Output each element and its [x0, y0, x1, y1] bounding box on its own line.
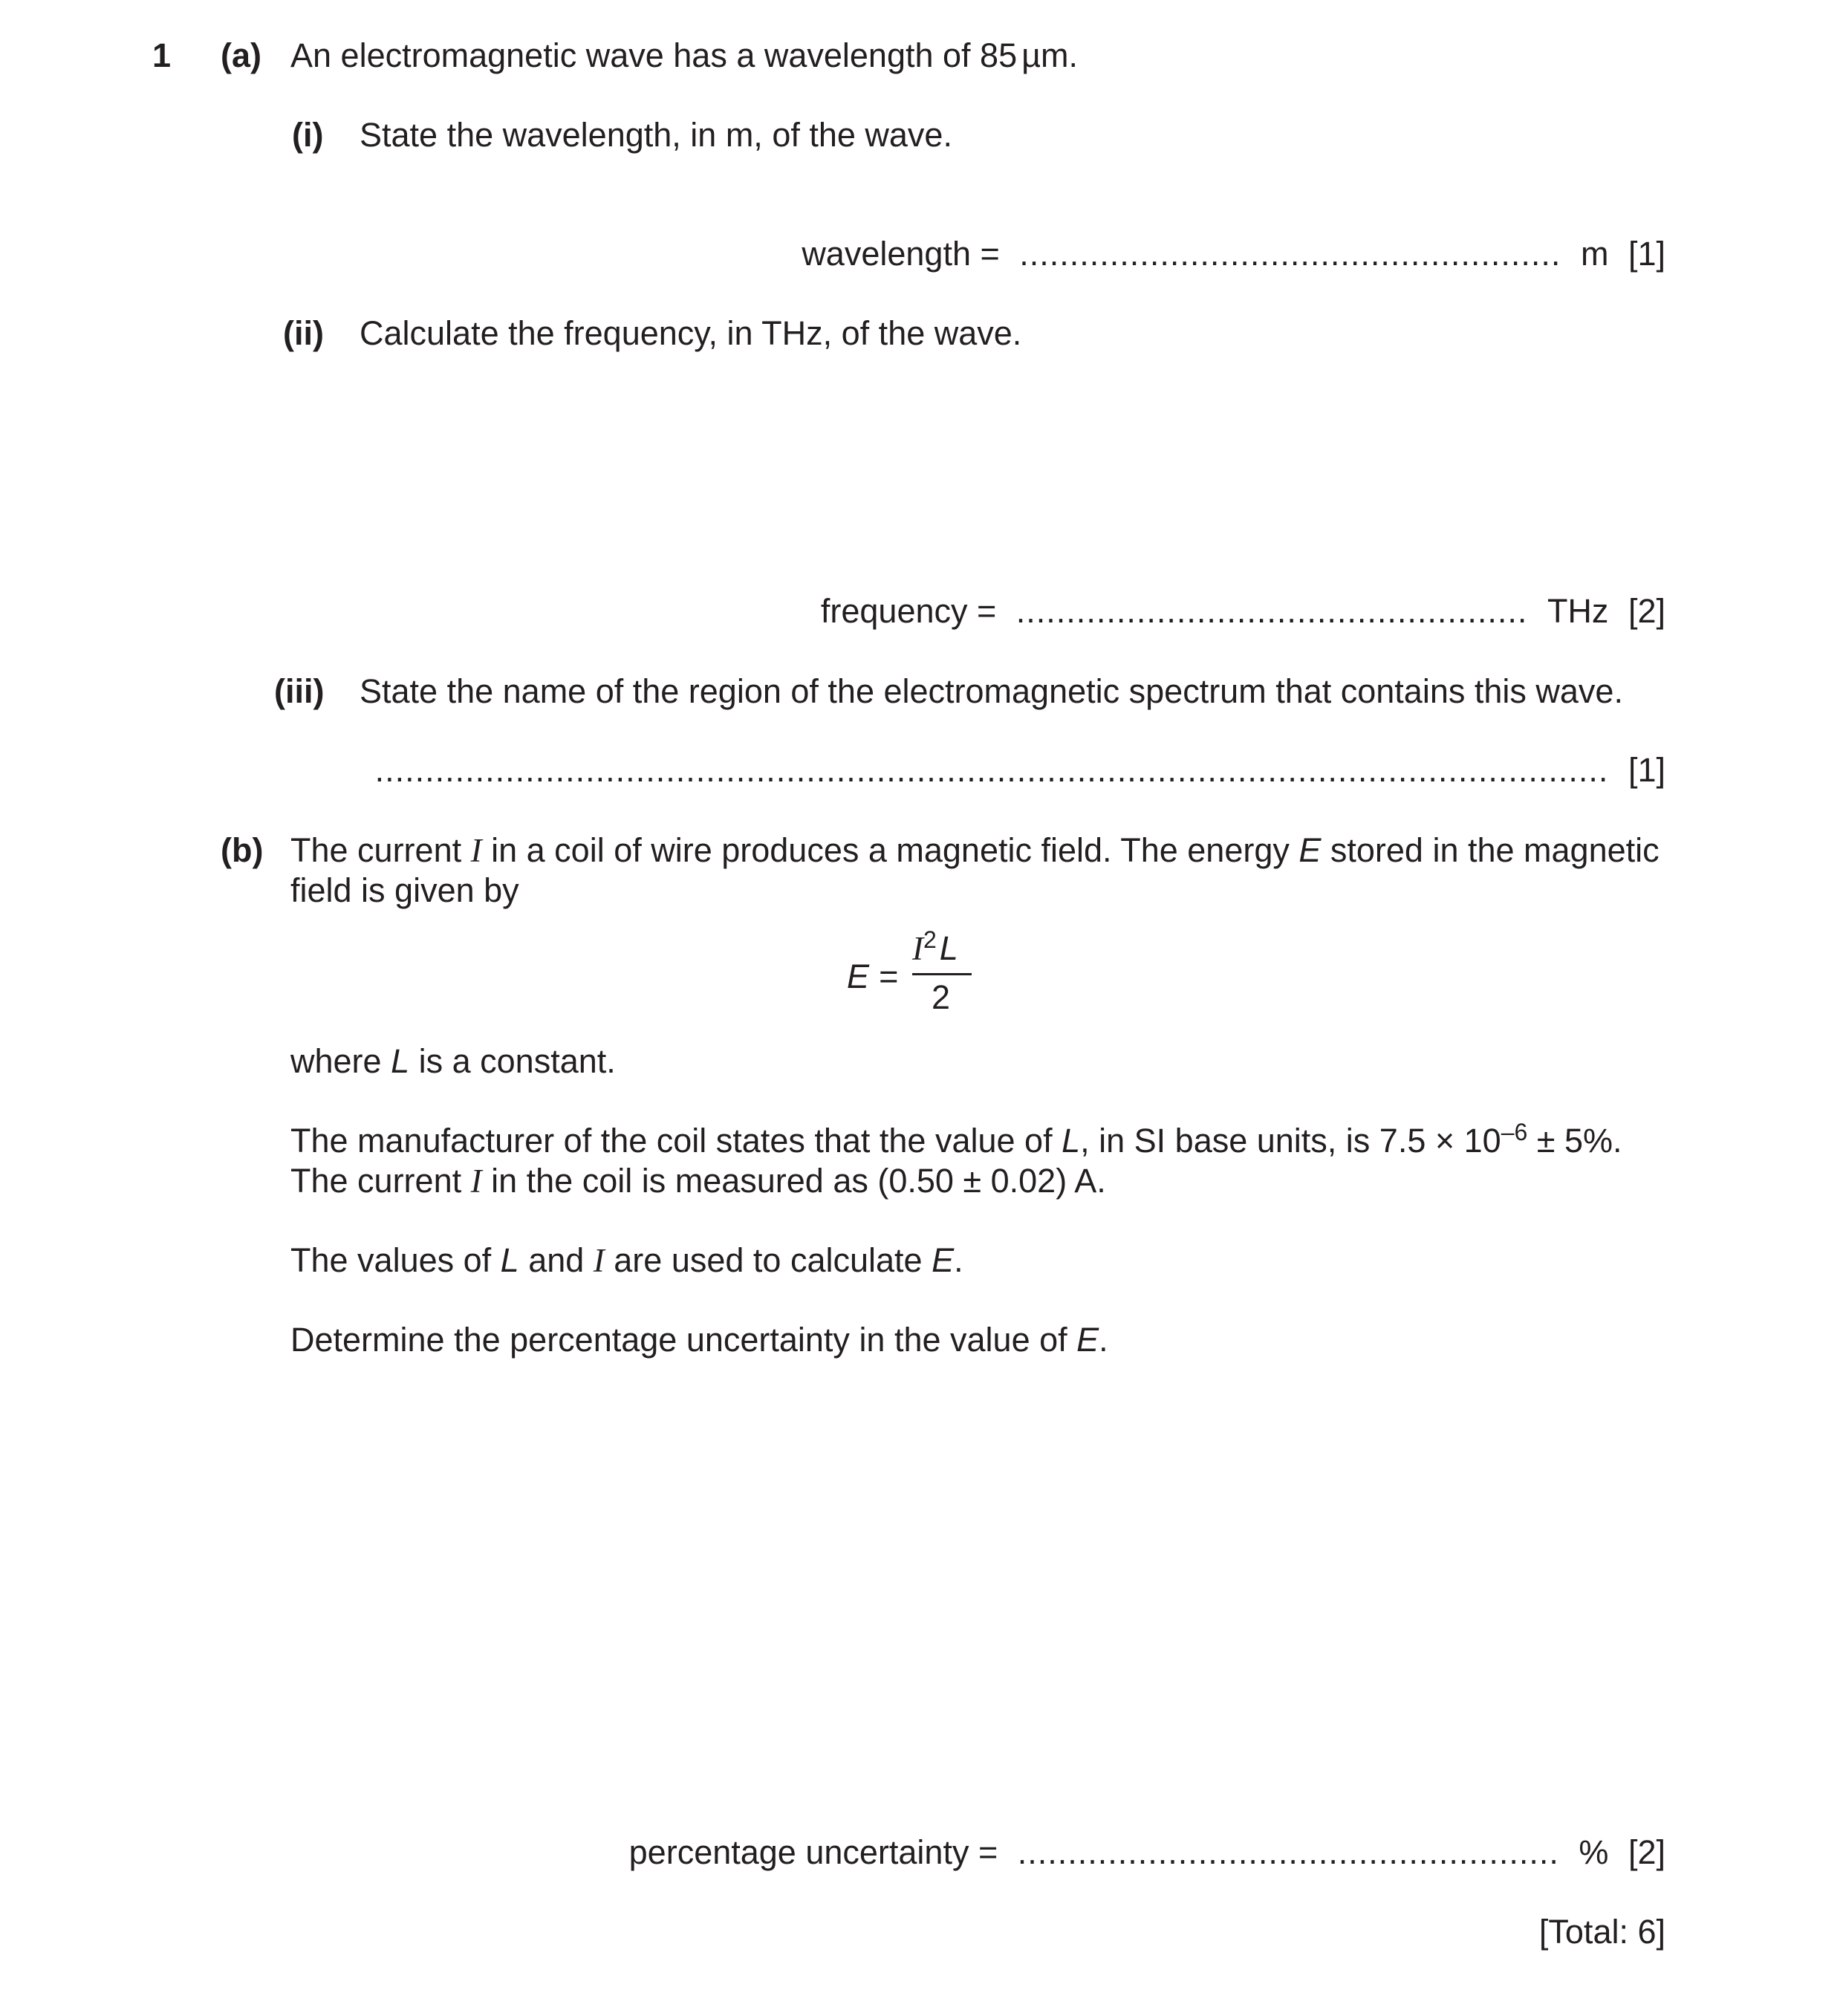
uncertainty-answer-field[interactable]: ...................................................... [1017, 1833, 1559, 1871]
values-d: . [954, 1241, 963, 1279]
uncertainty-marks: [2] [1628, 1833, 1665, 1871]
values-a: The values of [290, 1241, 501, 1279]
part-a-iii-text: State the name of the region of the electromagnetic spectrum that contains this wave. [360, 672, 1623, 710]
region-marks: [1] [1628, 751, 1665, 789]
part-a-ii-text: Calculate the frequency, in THz, of the wave. [360, 314, 1022, 352]
frequency-answer-line [821, 591, 1665, 631]
equation-denominator: 2 [932, 978, 951, 1016]
manuf-c: ± 5%. [1527, 1122, 1622, 1160]
current-b: in the coil is measured as (0.50 ± 0.02) A. [481, 1162, 1106, 1200]
part-b-line1-c: stored in the magnetic [1321, 831, 1660, 869]
manufacturer-line [290, 1121, 1622, 1161]
where-a: where [290, 1042, 391, 1080]
determine-b: . [1099, 1321, 1108, 1359]
wavelength-answer-line [802, 234, 1665, 274]
var-i: I [470, 832, 482, 869]
uncertainty-answer-line [629, 1833, 1665, 1873]
equation-lhs: E = [847, 957, 898, 995]
where-b: is a constant. [409, 1042, 616, 1080]
part-a-i-label: (i) [292, 116, 324, 154]
equation-num-exponent: 2 [923, 926, 937, 953]
part-a-stem-text: An electromagnetic wave has a wavelength of 85 [290, 36, 1018, 74]
equation-num-l: L [939, 929, 958, 967]
where-line [290, 1041, 616, 1082]
wavelength-unit: m [1580, 235, 1609, 273]
part-a-iii-label: (iii) [274, 672, 325, 710]
values-line [290, 1241, 963, 1281]
current-a: The current [290, 1162, 471, 1200]
region-answer-line [375, 750, 1665, 790]
values-b: and [519, 1241, 594, 1279]
total-marks: [Total: 6] [1538, 1913, 1665, 1951]
wavelength-marks: [1] [1628, 235, 1665, 273]
determine-line [290, 1320, 1108, 1360]
part-a-i-text: State the wavelength, in m, of the wave. [360, 116, 952, 154]
fraction-bar [912, 973, 972, 975]
frequency-unit: THz [1547, 592, 1609, 630]
frequency-answer-label: frequency = [820, 592, 997, 630]
wavelength-answer-field[interactable]: ...................................................... [1019, 235, 1561, 273]
manuf-a: The manufacturer of the coil states that the value of [290, 1122, 1062, 1160]
part-b-line2: field is given by [290, 871, 519, 909]
where-var-l: L [391, 1042, 410, 1080]
part-b-line1 [290, 830, 1660, 871]
wavelength-answer-label: wavelength = [802, 235, 1000, 273]
part-a-stem-unit: µm. [1021, 36, 1079, 74]
frequency-marks: [2] [1628, 592, 1665, 630]
var-e: E [1298, 831, 1322, 869]
part-a-ii-label: (ii) [283, 314, 324, 352]
current-line [290, 1161, 1106, 1201]
values-c: are used to calculate [604, 1241, 932, 1279]
values-var-e: E [932, 1241, 955, 1279]
frequency-answer-field[interactable]: ................................................... [1015, 592, 1528, 630]
question-number: 1 [152, 36, 172, 74]
determine-a: Determine the percentage uncertainty in the value of [290, 1321, 1077, 1359]
determine-var-e: E [1076, 1321, 1099, 1359]
part-b-line1-a: The current [290, 831, 471, 869]
energy-equation [847, 926, 988, 1024]
part-b-label: (b) [221, 831, 264, 869]
part-b-line1-b: in a coil of wire produces a magnetic field. The energy [481, 831, 1299, 869]
equation-numerator [912, 926, 958, 969]
manuf-var-l: L [1062, 1122, 1081, 1160]
values-var-l: L [500, 1241, 519, 1279]
part-a-stem [290, 36, 1078, 76]
manuf-b: , in SI base units, is 7.5 × 10 [1080, 1122, 1501, 1160]
values-var-i: I [593, 1242, 605, 1279]
region-answer-field[interactable]: ........................................................................................................................... [374, 751, 1609, 789]
equation-num-i: I [912, 930, 923, 967]
part-a-label: (a) [221, 36, 261, 74]
manuf-exponent: –6 [1501, 1119, 1528, 1145]
current-var-i: I [470, 1163, 482, 1200]
uncertainty-answer-label: percentage uncertainty = [628, 1833, 998, 1871]
uncertainty-unit: % [1579, 1833, 1609, 1871]
